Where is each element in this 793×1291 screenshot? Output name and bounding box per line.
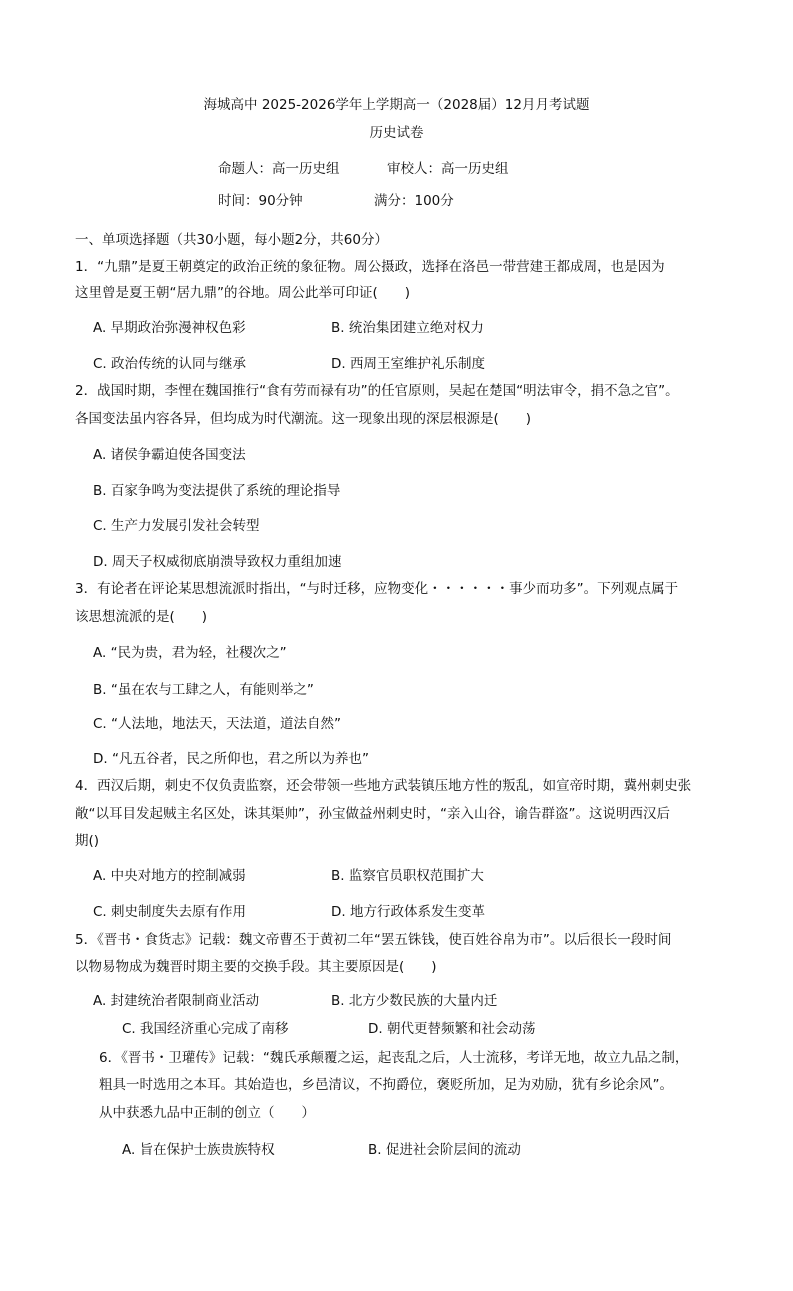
option-c: C. 我国经济重心完成了南移 bbox=[122, 1021, 289, 1037]
question-stem: 1．“九鼎”是夏王朝奠定的政治正统的象征物。周公摄政，选择在洛邑一带营建王都成周，也是因为 bbox=[75, 259, 665, 275]
question-stem: 该思想流派的是( ) bbox=[75, 609, 208, 625]
exam-title: 海城高中 2025-2026学年上学期高一（2028届）12月月考试题 bbox=[203, 97, 590, 113]
exam-subtitle: 历史试卷 bbox=[369, 125, 424, 141]
time-label: 时间：90分钟 bbox=[218, 193, 303, 209]
option-a: A. 早期政治弥漫神权色彩 bbox=[93, 320, 246, 336]
option-c: C. 生产力发展引发社会转型 bbox=[93, 518, 260, 534]
question-stem: 以物易物成为魏晋时期主要的交换手段。其主要原因是( ) bbox=[75, 959, 437, 975]
option-d: D. 地方行政体系发生变革 bbox=[331, 904, 485, 920]
question-stem: 5．《晋书・食货志》记载：魏文帝曹丕于黄初二年“罢五铢钱，使百姓谷帛为市”。以后很长一段时间 bbox=[75, 932, 672, 948]
question-stem: 期() bbox=[75, 833, 100, 849]
option-a: A. 中央对地方的控制减弱 bbox=[93, 868, 246, 884]
author-label: 命题人：高一历史组 bbox=[218, 161, 340, 177]
reviewer-label: 审校人：高一历史组 bbox=[387, 161, 509, 177]
option-a: A. 旨在保护士族贵族特权 bbox=[122, 1142, 275, 1158]
section-heading: 一、单项选择题（共30小题，每小题2分，共60分） bbox=[75, 232, 388, 248]
option-c: C. 政治传统的认同与继承 bbox=[93, 356, 247, 372]
option-b: B. 监察官员职权范围扩大 bbox=[331, 868, 484, 884]
question-stem: 粗具一时选用之本耳。其始造也，乡邑清议，不拘爵位，褒贬所加，足为劝励，犹有乡论余风”。 bbox=[99, 1077, 673, 1093]
question-stem: 从中获悉九品中正制的创立（ ） bbox=[99, 1105, 315, 1121]
option-d: D. 朝代更替频繁和社会动荡 bbox=[368, 1021, 536, 1037]
question-stem: 2．战国时期，李悝在魏国推行“食有劳而禄有功”的任官原则，吴起在楚国“明法审令，捐不急之官”。 bbox=[75, 383, 679, 399]
option-a: A. “民为贵，君为轻，社稷次之” bbox=[93, 645, 287, 661]
option-a: A. 封建统治者限制商业活动 bbox=[93, 993, 260, 1009]
question-stem: 3．有论者在评论某思想流派时指出，“与时迁移，应物变化・・・・・・事少而功多”。下列观点属于 bbox=[75, 581, 679, 597]
question-stem: 6．《晋书・卫瓘传》记载：“魏氏承颠覆之运，起丧乱之后，人士流移，考详无地，故立九品之制， bbox=[99, 1050, 689, 1066]
option-b: B. 北方少数民族的大量内迁 bbox=[331, 993, 498, 1009]
question-stem: 敞“以耳目发起贼主名区处，诛其渠帅”，孙宝做益州刺史时，“亲入山谷，谕告群盗”。这说明西汉后 bbox=[75, 806, 670, 822]
option-b: B. “虽在农与工肆之人，有能则举之” bbox=[93, 682, 314, 698]
option-b: B. 促进社会阶层间的流动 bbox=[368, 1142, 521, 1158]
question-stem: 4．西汉后期，刺史不仅负责监察，还会带领一些地方武装镇压地方性的叛乱，如宣帝时期，冀州刺史张 bbox=[75, 778, 692, 794]
option-d: D. 西周王室维护礼乐制度 bbox=[331, 356, 485, 372]
option-d: D. 周天子权威彻底崩溃导致权力重组加速 bbox=[93, 554, 342, 570]
option-d: D. “凡五谷者，民之所仰也，君之所以为养也” bbox=[93, 751, 369, 767]
option-c: C. 刺史制度失去原有作用 bbox=[93, 904, 247, 920]
question-stem: 各国变法虽内容各异，但均成为时代潮流。这一现象出现的深层根源是( ) bbox=[75, 411, 532, 427]
question-stem: 这里曾是夏王朝“居九鼎”的谷地。周公此举可印证( ) bbox=[75, 285, 411, 301]
option-b: B. 百家争鸣为变法提供了系统的理论指导 bbox=[93, 483, 341, 499]
score-label: 满分：100分 bbox=[374, 193, 454, 209]
option-c: C. “人法地，地法天，天法道，道法自然” bbox=[93, 716, 341, 732]
option-a: A. 诸侯争霸迫使各国变法 bbox=[93, 447, 246, 463]
option-b: B. 统治集团建立绝对权力 bbox=[331, 320, 484, 336]
